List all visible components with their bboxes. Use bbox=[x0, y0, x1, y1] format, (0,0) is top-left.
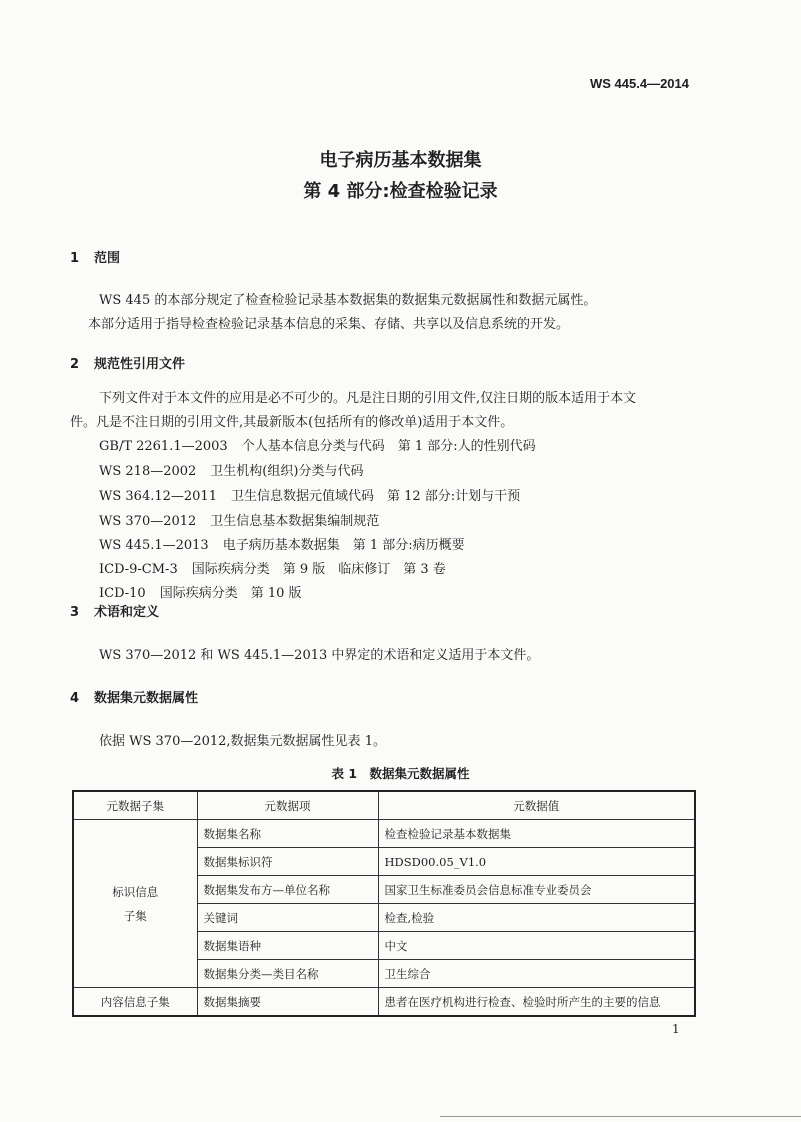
item-cell: 数据集发布方—单位名称 bbox=[197, 876, 378, 904]
table-header-row bbox=[73, 791, 695, 820]
value-cell: 中文 bbox=[378, 932, 695, 960]
value-cell: 检查,检验 bbox=[378, 904, 695, 932]
subset-cell: 标识信息 子集 bbox=[73, 820, 197, 988]
reference-item: ICD-9-CM-3 国际疾病分类 第 9 版 临床修订 第 3 卷 bbox=[99, 562, 446, 577]
value-cell: 检查检验记录基本数据集 bbox=[378, 820, 695, 848]
value-cell: HDSD00.05_V1.0 bbox=[378, 848, 695, 876]
page-edge-line bbox=[440, 1116, 801, 1117]
document-title: 电子病历基本数据集 bbox=[319, 150, 482, 171]
item-cell: 数据集分类—类目名称 bbox=[197, 960, 378, 988]
reference-item: WS 364.12—2011 卫生信息数据元值域代码 第 12 部分:计划与干预 bbox=[99, 489, 521, 504]
paragraph: 依据 WS 370—2012,数据集元数据属性见表 1。 bbox=[99, 734, 386, 749]
item-cell: 数据集标识符 bbox=[197, 848, 378, 876]
section-heading-references: 2 规范性引用文件 bbox=[70, 357, 186, 372]
page-number: 1 bbox=[672, 1022, 680, 1036]
reference-item: WS 445.1—2013 电子病历基本数据集 第 1 部分:病历概要 bbox=[99, 538, 465, 553]
paragraph: WS 370—2012 和 WS 445.1—2013 中界定的术语和定义适用于本文件。 bbox=[99, 648, 540, 663]
standard-number: WS 445.4—2014 bbox=[589, 76, 689, 91]
reference-item: ICD-10 国际疾病分类 第 10 版 bbox=[99, 586, 302, 601]
paragraph: 下列文件对于本文件的应用是必不可少的。凡是注日期的引用文件,仅注日期的版本适用于本文 bbox=[99, 391, 637, 406]
column-header: 元数据值 bbox=[378, 791, 695, 820]
item-cell: 数据集名称 bbox=[197, 820, 378, 848]
section-heading-metadata: 4 数据集元数据属性 bbox=[70, 691, 199, 706]
section-heading-terms: 3 术语和定义 bbox=[70, 605, 160, 620]
item-cell: 关键词 bbox=[197, 904, 378, 932]
paragraph: WS 445 的本部分规定了检查检验记录基本数据集的数据集元数据属性和数据元属性。 bbox=[99, 293, 597, 308]
value-cell: 卫生综合 bbox=[378, 960, 695, 988]
column-header: 元数据项 bbox=[197, 791, 378, 820]
item-cell: 数据集摘要 bbox=[197, 988, 378, 1017]
value-cell: 患者在医疗机构进行检查、检验时所产生的主要的信息 bbox=[378, 988, 695, 1017]
paragraph: 本部分适用于指导检查检验记录基本信息的采集、存储、共享以及信息系统的开发。 bbox=[88, 317, 570, 332]
paragraph: 件。凡是不注日期的引用文件,其最新版本(包括所有的修改单)适用于本文件。 bbox=[70, 415, 514, 430]
reference-item: GB/T 2261.1—2003 个人基本信息分类与代码 第 1 部分:人的性别代码 bbox=[99, 439, 536, 454]
value-cell: 国家卫生标准委员会信息标准专业委员会 bbox=[378, 876, 695, 904]
table-row bbox=[73, 820, 695, 848]
document-subtitle: 第 4 部分:检查检验记录 bbox=[303, 181, 498, 202]
metadata-table bbox=[72, 790, 696, 1017]
reference-item: WS 370—2012 卫生信息基本数据集编制规范 bbox=[99, 514, 380, 529]
reference-item: WS 218—2002 卫生机构(组织)分类与代码 bbox=[99, 464, 364, 479]
table-row bbox=[73, 988, 695, 1017]
item-cell: 数据集语种 bbox=[197, 932, 378, 960]
subset-cell: 内容信息子集 bbox=[73, 988, 197, 1017]
section-heading-scope: 1 范围 bbox=[70, 251, 121, 266]
column-header: 元数据子集 bbox=[73, 791, 197, 820]
table-caption: 表 1 数据集元数据属性 bbox=[331, 766, 470, 781]
